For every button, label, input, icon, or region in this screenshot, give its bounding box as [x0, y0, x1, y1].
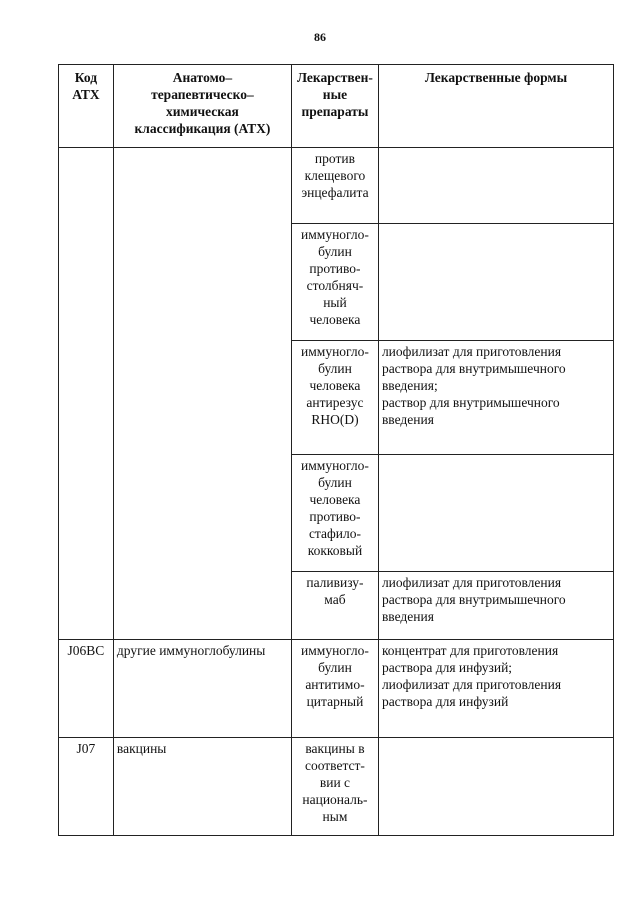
classification-cell: другие иммуноглобулины [113, 640, 291, 738]
forms-cell [378, 455, 613, 572]
forms-cell: лиофилизат для приготовления раствора для внутримышечного введения; раствор для внутримышечного введения [378, 341, 613, 455]
forms-cell: концентрат для приготовления раствора для инфузий; лиофилизат для приготовления раствора для инфузий [378, 640, 613, 738]
header-drugs: Лекарствен- ные препараты [291, 65, 378, 148]
table-row [59, 738, 614, 836]
drug-cell: иммуногло- булин противо- столбняч- ный человека [291, 224, 378, 341]
page-number: 86 [314, 30, 326, 44]
header-classification: Анатомо– терапевтическо– химическая классификация (АТХ) [113, 65, 291, 148]
table-row [59, 148, 614, 224]
classification-cell [113, 148, 291, 640]
header-code: Код АТХ [59, 65, 114, 148]
drug-cell: вакцины в соответст- вии с националь- ным [291, 738, 378, 836]
atx-table [58, 64, 614, 836]
drug-cell: иммуногло- булин человека противо- стафило- кокковый [291, 455, 378, 572]
forms-cell: лиофилизат для приготовления раствора для внутримышечного введения [378, 572, 613, 640]
code-cell: J06BC [59, 640, 114, 738]
classification-cell: вакцины [113, 738, 291, 836]
table-row [59, 640, 614, 738]
drug-cell: против клещевого энцефалита [291, 148, 378, 224]
drug-cell: паливизу- маб [291, 572, 378, 640]
header-forms: Лекарственные формы [378, 65, 613, 148]
code-cell: J07 [59, 738, 114, 836]
forms-cell [378, 738, 613, 836]
drug-cell: иммуногло- булин человека антирезус RHO(D) [291, 341, 378, 455]
table-header-row [59, 65, 614, 148]
drug-cell: иммуногло- булин антитимо- цитарный [291, 640, 378, 738]
forms-cell [378, 148, 613, 224]
forms-cell [378, 224, 613, 341]
code-cell [59, 148, 114, 640]
